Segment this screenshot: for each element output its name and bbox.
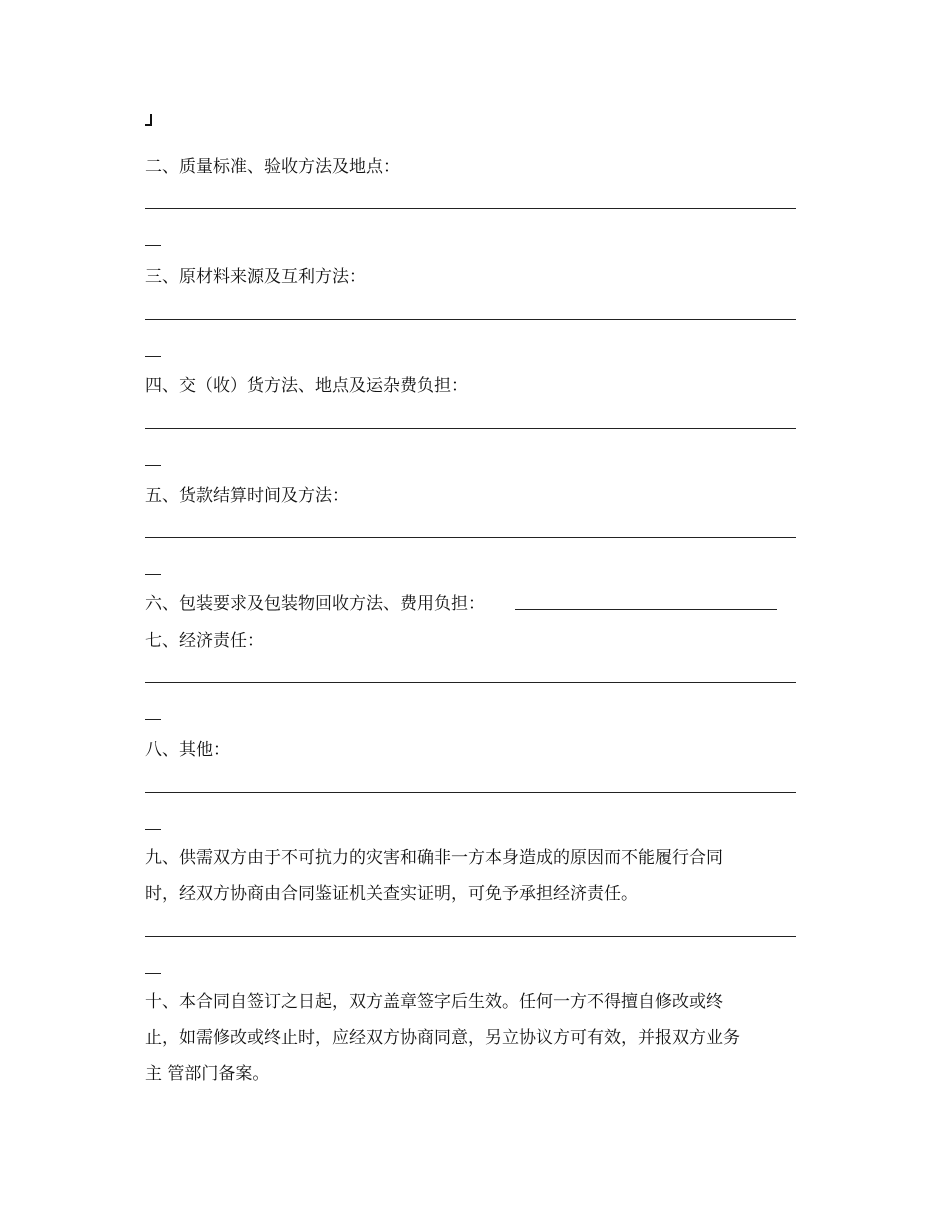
- fill-line-8b: [145, 829, 161, 830]
- section-10-line-1: 十、本合同自签订之日起，双方盖章签字后生效。任何一方不得擅自修改或终: [145, 992, 723, 1012]
- fill-line-6: [515, 609, 777, 610]
- fill-line-9b: [145, 973, 161, 974]
- fill-line-3a: [145, 319, 796, 320]
- corner-mark: [145, 114, 152, 126]
- section-10-line-2: 止，如需修改或终止时，应经双方协商同意，另立协议方可有效，并报双方业务: [145, 1028, 740, 1048]
- section-2-heading: 二、质量标准、验收方法及地点：: [145, 157, 400, 177]
- section-5-heading: 五、货款结算时间及方法：: [145, 486, 349, 506]
- section-9-paragraph: [145, 840, 796, 912]
- fill-line-8a: [145, 792, 796, 793]
- fill-line-5a: [145, 537, 796, 538]
- fill-line-2a: [145, 208, 796, 209]
- section-10-line-3: 主 管部门备案。: [145, 1064, 270, 1084]
- fill-line-9a: [145, 936, 796, 937]
- fill-line-4a: [145, 428, 796, 429]
- fill-line-7a: [145, 682, 796, 683]
- section-9-line-1: 九、供需双方由于不可抗力的灾害和确非一方本身造成的原因而不能履行合同: [145, 848, 723, 868]
- fill-line-5b: [145, 574, 161, 575]
- section-9-line-2: 时，经双方协商由合同鉴证机关查实证明，可免予承担经济责任。: [145, 884, 638, 904]
- section-4-heading: 四、交（收）货方法、地点及运杂费负担：: [145, 376, 468, 396]
- fill-line-7b: [145, 719, 161, 720]
- section-10-paragraph: [145, 984, 796, 1092]
- fill-line-3b: [145, 356, 161, 357]
- section-3-heading: 三、原材料来源及互利方法：: [145, 267, 366, 287]
- fill-line-2b: [145, 245, 161, 246]
- section-7-heading: 七、经济责任：: [145, 631, 264, 651]
- section-8-heading: 八、其他：: [145, 740, 230, 760]
- section-6-heading: 六、包装要求及包装物回收方法、费用负担：: [145, 594, 485, 614]
- fill-line-4b: [145, 465, 161, 466]
